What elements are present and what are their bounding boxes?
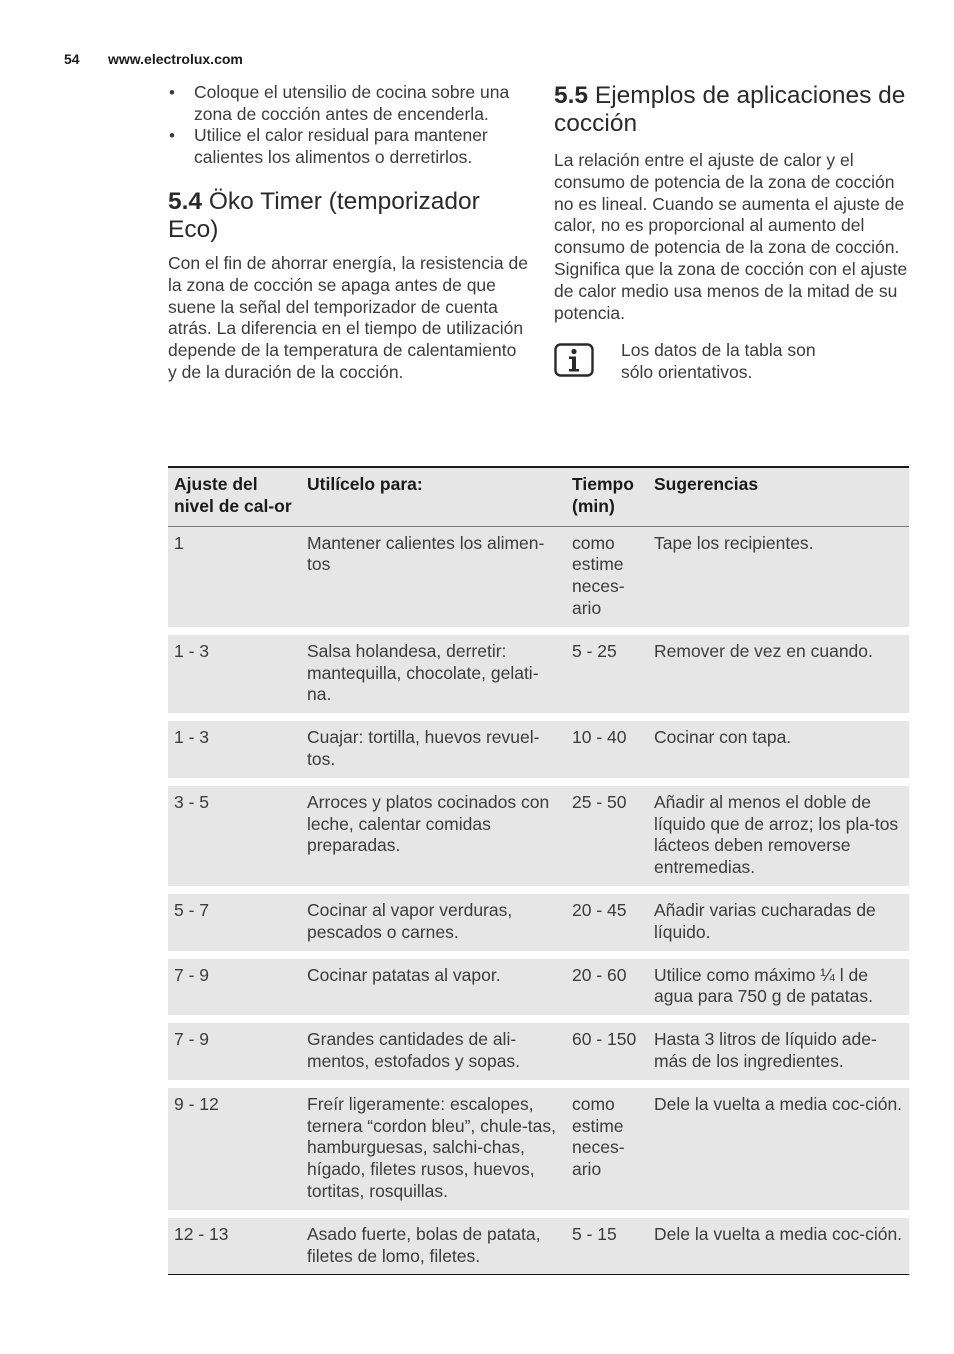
list-item: • Coloque el utensilio de cocina sobre una zona de cocción antes de encenderla. — [169, 82, 510, 124]
note-text: Los datos de la tabla son sólo orientativos. — [621, 340, 816, 383]
cell-heat: 12 - 13 — [174, 1223, 229, 1244]
cell-use: Mantener calientes los alimen-tos — [307, 532, 545, 575]
table-row — [168, 1214, 909, 1275]
section-number: 5.4 — [168, 188, 203, 215]
table-row — [168, 782, 909, 890]
list-item: • Utilice el calor residual para mantener calientes los alimentos o derretirlos. — [169, 125, 488, 167]
cell-heat: 7 - 9 — [174, 1029, 210, 1050]
cell-use: Arroces y platos cocinados con leche, calentar comidas preparadas. — [307, 791, 550, 856]
cell-heat: 7 - 9 — [174, 964, 210, 985]
section-body-5-4: Con el fin de ahorrar energía, la resistencia de la zona de cocción se apaga antes de que suene la señal del temporizador de cuenta atrás. La diferencia en el tiempo de utilización depende de la temperatura de calentamiento y de la duración de la cocción. — [168, 253, 528, 382]
cooking-table — [168, 466, 909, 1275]
cell-tip: Dele la vuelta a media coc-ción. — [654, 1223, 903, 1244]
bullet-icon: • — [169, 83, 175, 102]
section-heading-5-4 — [168, 188, 528, 244]
section-body-5-5: La relación entre el ajuste de calor y el consumo de potencia de la zona de cocción no es lineal. Cuando se aumenta el ajuste de calor, no es proporcional al aumento del consumo de potencia de la zona de cocción. Significa que la zona de cocción con el ajuste de calor medio usa menos de la mitad de su potencia. — [554, 150, 908, 323]
cell-use: Asado fuerte, bolas de patata, filetes de lomo, filetes. — [307, 1223, 541, 1266]
cell-heat: 1 — [174, 532, 184, 553]
section-number: 5.5 — [554, 82, 589, 109]
section-title-cont: cocción — [554, 110, 638, 137]
cell-use: Cuajar: tortilla, huevos revuel-tos. — [307, 727, 540, 769]
info-icon — [554, 343, 594, 377]
cell-tip: Utilice como máximo ¼ l de agua para 750 g de patatas. — [654, 964, 873, 1007]
right-column — [554, 82, 914, 384]
cell-use: Cocinar patatas al vapor. — [307, 964, 501, 985]
page-header — [64, 51, 243, 67]
column-header-use: Utilícelo para: — [307, 474, 423, 494]
cell-use: Grandes cantidades de ali-mentos, estofados y sopas. — [307, 1029, 521, 1071]
cell-heat: 3 - 5 — [174, 791, 210, 812]
cell-tip: Cocinar con tapa. — [654, 727, 792, 748]
cell-tip: Añadir varias cucharadas de líquido. — [654, 899, 876, 942]
cell-tip: Hasta 3 litros de líquido ade-más de los ingredientes. — [654, 1029, 877, 1071]
cell-heat: 9 - 12 — [174, 1093, 219, 1114]
cell-heat: 1 - 3 — [174, 727, 210, 748]
table-row — [168, 1019, 909, 1084]
table-row — [168, 955, 909, 1020]
table-row — [168, 717, 909, 782]
cell-tip: Remover de vez en cuando. — [654, 640, 873, 661]
cell-time: como estime neces-ario — [572, 532, 625, 618]
section-title: Öko Timer (temporizador — [208, 188, 480, 215]
cell-time: como estime neces-ario — [572, 1093, 625, 1180]
column-header-time: Tiempo (min) — [572, 474, 634, 516]
info-note — [554, 340, 914, 384]
column-header-tips: Sugerencias — [654, 474, 759, 494]
table-row — [168, 526, 909, 631]
table-row — [168, 890, 909, 955]
tips-list — [168, 82, 528, 168]
section-title: Ejemplos de aplicaciones de — [594, 82, 906, 109]
website-link[interactable]: www.electrolux.com — [108, 51, 243, 67]
cell-time: 5 - 25 — [572, 640, 617, 661]
left-column — [168, 82, 528, 384]
cell-use: Cocinar al vapor verduras, pescados o carnes. — [307, 899, 513, 942]
cell-heat: 1 - 3 — [174, 640, 210, 661]
page-number: 54 — [64, 51, 80, 67]
section-heading-5-5 — [554, 82, 914, 138]
table-row — [168, 631, 909, 717]
cell-use: Salsa holandesa, derretir: mantequilla, chocolate, gelati-na. — [307, 640, 539, 705]
bullet-icon: • — [169, 126, 175, 145]
cell-tip: Tape los recipientes. — [654, 532, 814, 553]
table-row — [168, 1084, 909, 1214]
cell-time: 60 - 150 — [572, 1029, 637, 1050]
cell-tip: Añadir al menos el doble de líquido que de arroz; los pla-tos lácteos deben removerse entremedias. — [654, 791, 899, 878]
cell-time: 5 - 15 — [572, 1223, 617, 1244]
cell-heat: 5 - 7 — [174, 899, 210, 920]
cell-tip: Dele la vuelta a media coc-ción. — [654, 1093, 903, 1114]
cell-time: 20 - 60 — [572, 964, 627, 985]
cell-time: 25 - 50 — [572, 791, 627, 812]
table-header-row — [168, 467, 909, 526]
cell-time: 20 - 45 — [572, 899, 627, 920]
cell-time: 10 - 40 — [572, 727, 627, 748]
section-title-cont: Eco) — [168, 216, 219, 243]
cell-use: Freír ligeramente: escalopes, ternera “cordon bleu”, chule-tas, hamburguesas, salchi-chas, hígado, filetes rusos, huevos, tortitas, rosquillas. — [307, 1093, 557, 1201]
column-header-heat-level: Ajuste del nivel de cal-or — [174, 474, 292, 516]
